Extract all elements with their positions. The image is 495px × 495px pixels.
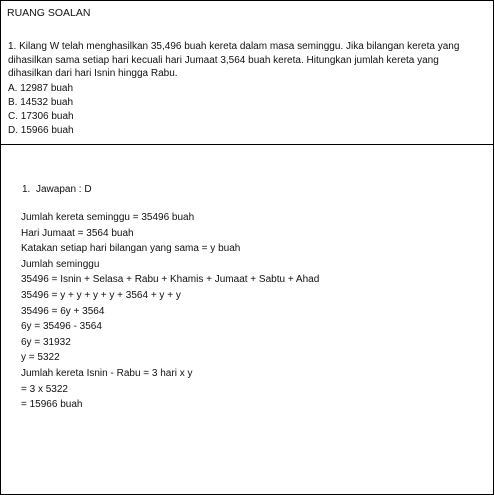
working-line: Jumlah seminggu	[21, 258, 100, 270]
working-line: y = 5322	[21, 352, 60, 364]
answer-label: Jawapan : D	[36, 184, 92, 195]
working-line: Hari Jumaat = 3564 buah	[21, 227, 134, 239]
working-line: 35496 = Isnin + Selasa + Rabu + Khamis + Jumaat + Sabtu + Ahad	[21, 274, 320, 286]
working-line: Jumlah kereta Isnin - Rabu = 3 hari x y	[21, 367, 193, 379]
option-c: C. 17306 buah	[8, 110, 74, 122]
answer-options	[8, 82, 484, 138]
working-line: = 15966 buah	[21, 399, 83, 411]
question-stem: 1. Kilang W telah menghasilkan 35,496 buah kereta dalam masa seminggu. Jika bilangan kereta yang dihasilkan sama setiap hari kecuali hari Jumaat 3,564 buah kereta. Hitungkan jumlah kereta yang dihasilkan dari hari Isnin hingga Rabu.	[8, 41, 460, 79]
working-line: 35496 = 6y + 3564	[21, 305, 105, 317]
answer-working	[21, 210, 319, 413]
question-block	[8, 40, 484, 138]
working-line: Katakan setiap hari bilangan yang sama = y buah	[21, 243, 241, 255]
option-d: D. 15966 buah	[8, 124, 74, 136]
working-line: = 3 x 5322	[21, 383, 68, 395]
option-b: B. 14532 buah	[8, 96, 74, 108]
option-a: A. 12987 buah	[8, 82, 74, 94]
working-line: 6y = 31932	[21, 336, 71, 348]
answer-heading	[22, 184, 92, 195]
answer-number: 1.	[22, 184, 31, 195]
section-title: RUANG SOALAN	[7, 7, 91, 19]
working-line: 35496 = y + y + y + y + 3564 + y + y	[21, 289, 181, 301]
working-line: Jumlah kereta seminggu = 35496 buah	[21, 212, 195, 223]
working-line: 6y = 35496 - 3564	[21, 321, 102, 333]
